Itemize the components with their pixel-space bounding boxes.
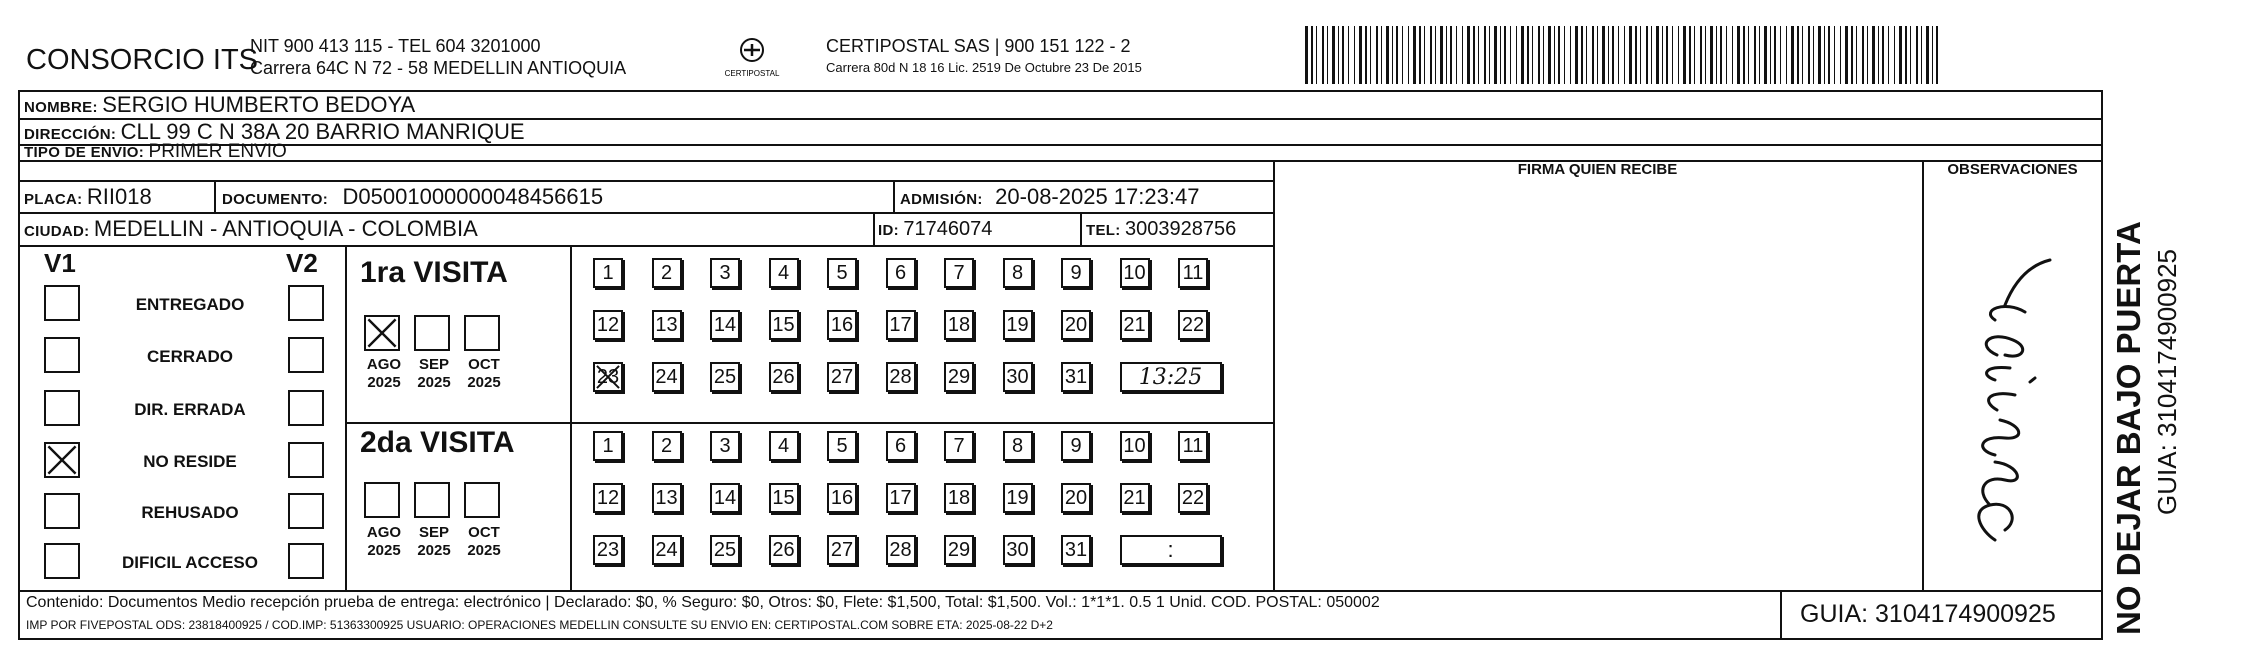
visit2-month-label: [460, 524, 508, 560]
day-number: 8: [1011, 261, 1024, 284]
month-name: OCT: [468, 356, 500, 373]
day-number: 12: [596, 313, 620, 336]
day-number: 11: [1182, 261, 1204, 284]
v1-checkbox-2[interactable]: [44, 337, 80, 373]
visit2-day-3[interactable]: [710, 431, 740, 461]
tel-value: 3003928756: [1124, 218, 1237, 240]
admision-field: [900, 184, 1199, 210]
status-label: ENTREGADO: [135, 295, 245, 314]
day-number: 21: [1123, 486, 1146, 509]
visit2-day-21[interactable]: [1120, 483, 1150, 513]
visit1-day-3[interactable]: [710, 258, 740, 288]
month-name: AGO: [366, 356, 402, 373]
visit1-day-17[interactable]: [886, 310, 916, 340]
visit1-day-11[interactable]: [1178, 258, 1208, 288]
v2-checkbox-6[interactable]: [288, 543, 324, 579]
visit2-month-label: [360, 524, 408, 560]
day-number: 29: [947, 538, 971, 561]
day-number: 10: [1123, 261, 1146, 284]
firma-header: FIRMA QUIEN RECIBE: [1517, 161, 1678, 178]
v1-checkbox-5[interactable]: [44, 493, 80, 529]
v2-checkbox-2[interactable]: [288, 337, 324, 373]
company-address: Carrera 64C N 72 - 58 MEDELLIN ANTIOQUIA: [250, 58, 627, 78]
footer-guia: GUIA: 3104174900925: [1800, 600, 2056, 628]
barcode: [1305, 26, 1945, 84]
month-year: 2025: [367, 374, 401, 391]
day-number: 27: [830, 538, 854, 561]
admision-value: 20-08-2025 17:23:47: [995, 184, 1200, 209]
company-nit: NIT 900 413 115 - TEL 604 3201000: [250, 36, 541, 56]
day-number: 7: [953, 261, 965, 284]
visit1-day-2[interactable]: [652, 258, 682, 288]
day-number: 18: [947, 313, 971, 336]
visit1-day-18[interactable]: [944, 310, 974, 340]
day-number: 25: [713, 365, 737, 388]
day-number: 5: [836, 261, 848, 284]
v2-checkbox-3[interactable]: [288, 390, 324, 426]
day-number: 17: [889, 486, 912, 509]
visit1-day-22[interactable]: [1178, 310, 1208, 340]
visit1-day-9[interactable]: [1061, 258, 1091, 288]
day-number: 21: [1123, 313, 1146, 336]
visit2-day-30[interactable]: [1003, 535, 1033, 565]
visit2-day-10[interactable]: [1120, 431, 1150, 461]
v1-checkbox-6[interactable]: [44, 543, 80, 579]
certipostal-logo: [722, 36, 782, 86]
visit2-day-12[interactable]: [593, 483, 623, 513]
day-number: 15: [772, 313, 795, 336]
visit2-day-9[interactable]: [1061, 431, 1091, 461]
visit2-day-28[interactable]: [886, 535, 916, 565]
day-number: 28: [889, 365, 912, 388]
visit2-day-19[interactable]: [1003, 483, 1033, 513]
month-year: 2025: [467, 374, 501, 391]
certipostal-address: Carrera 80d N 18 16 Lic. 2519 De Octubre 23 De 2015: [826, 60, 1142, 75]
visit1-day-8[interactable]: [1003, 258, 1033, 288]
day-number: 1: [602, 434, 614, 457]
signature: [1935, 250, 2095, 570]
visit1-month-checkbox-oct[interactable]: [464, 315, 500, 351]
day-number: 20: [1064, 313, 1088, 336]
month-year: 2025: [417, 542, 451, 559]
v2-checkbox-5[interactable]: [288, 493, 324, 529]
day-number: 22: [1181, 486, 1205, 509]
visit2-title: 2da VISITA: [360, 426, 515, 459]
side-guia-text: GUIA: 3104174900925: [2152, 249, 2182, 515]
month-name: SEP: [418, 356, 449, 373]
documento-label: DOCUMENTO:: [222, 191, 329, 208]
day-number: 7: [953, 434, 965, 457]
tipo-row: [24, 141, 287, 162]
certipostal-name: CERTIPOSTAL SAS | 900 151 122 - 2: [826, 36, 1131, 56]
month-name: OCT: [468, 524, 500, 541]
documento-field: [222, 184, 603, 210]
day-number: 2: [660, 261, 673, 284]
day-number: 5: [836, 434, 848, 457]
day-number: 31: [1064, 538, 1088, 561]
footer-contenido: Contenido: Documentos Medio recepción prueba de entrega: electrónico | Declarado: $0, % Seguro: $0, Otros: $0, Flete: $1,500, Total: $1,500. Vol.: 1*1*1. 0.5 1 Unid. COD. POSTAL: 050002: [26, 594, 1380, 611]
day-number: 29: [947, 365, 971, 388]
id-value: 71746074: [903, 218, 993, 240]
nombre-value: SERGIO HUMBERTO BEDOYA: [102, 92, 416, 117]
visit1-day-27[interactable]: [827, 362, 857, 392]
visit2-day-25[interactable]: [710, 535, 740, 565]
logo-text: CERTIPOSTAL: [724, 69, 780, 78]
visit1-time-box[interactable]: [1120, 362, 1222, 392]
visit1-day-24[interactable]: [652, 362, 682, 392]
observaciones-header: OBSERVACIONES: [1947, 161, 2078, 178]
visit2-day-24[interactable]: [652, 535, 682, 565]
day-number: 4: [777, 261, 790, 284]
nombre-label: NOMBRE:: [24, 99, 98, 116]
direccion-label: DIRECCIÓN:: [24, 126, 117, 143]
month-name: AGO: [366, 524, 402, 541]
month-name: SEP: [418, 524, 449, 541]
status-label: DIR. ERRADA: [134, 400, 246, 419]
visit1-month-label: [360, 356, 408, 392]
visit2-day-7[interactable]: [944, 431, 974, 461]
day-number: 31: [1064, 365, 1088, 388]
status-label: CERRADO: [147, 347, 233, 366]
visit2-day-14[interactable]: [710, 483, 740, 513]
day-number: 26: [772, 538, 795, 561]
placa-value: RII018: [86, 184, 152, 209]
day-number: 9: [1070, 261, 1082, 284]
day-number: 17: [889, 313, 912, 336]
visit2-day-1[interactable]: [593, 431, 623, 461]
status-label: REHUSADO: [141, 503, 239, 522]
day-number: 14: [713, 486, 737, 509]
day-number: 4: [777, 434, 790, 457]
status-label: NO RESIDE: [143, 452, 237, 471]
day-number: 9: [1070, 434, 1082, 457]
v1-checkbox-4[interactable]: [44, 442, 80, 478]
documento-value: D05001000000048456615: [342, 184, 604, 209]
visit1-day-31[interactable]: [1061, 362, 1091, 392]
day-number: 19: [1006, 486, 1029, 509]
visit2-day-6[interactable]: [886, 431, 916, 461]
day-number: 30: [1006, 538, 1029, 561]
visit1-day-13[interactable]: [652, 310, 682, 340]
tipo-label: TIPO DE ENVIO:: [24, 144, 145, 161]
day-number: 12: [596, 486, 620, 509]
visit2-day-11[interactable]: [1178, 431, 1208, 461]
day-number: 25: [713, 538, 737, 561]
visit2-day-15[interactable]: [769, 483, 799, 513]
time-value: 13:25: [1138, 364, 1203, 390]
month-year: 2025: [467, 542, 501, 559]
tel-label: TEL:: [1086, 222, 1121, 239]
visit2-month-label: [410, 524, 458, 560]
visit1-day-26[interactable]: [769, 362, 799, 392]
day-number: 22: [1181, 313, 1205, 336]
visit1-day-29[interactable]: [944, 362, 974, 392]
visit1-day-7[interactable]: [944, 258, 974, 288]
month-year: 2025: [367, 542, 401, 559]
day-number: 23: [596, 538, 620, 561]
visit1-day-20[interactable]: [1061, 310, 1091, 340]
day-number: 19: [1006, 313, 1029, 336]
visit1-month-checkbox-ago[interactable]: [364, 315, 400, 351]
day-number: 3: [719, 261, 731, 284]
visit2-day-2[interactable]: [652, 431, 682, 461]
id-label: ID:: [878, 222, 899, 239]
ciudad-label: CIUDAD:: [24, 223, 90, 240]
visit1-day-25[interactable]: [710, 362, 740, 392]
placa-field: [24, 184, 152, 210]
visit1-day-12[interactable]: [593, 310, 623, 340]
day-number: 8: [1011, 434, 1024, 457]
visit1-day-4[interactable]: [769, 258, 799, 288]
day-number: 3: [719, 434, 731, 457]
visit1-day-28[interactable]: [886, 362, 916, 392]
day-number: 15: [772, 486, 795, 509]
v1-checkbox-1[interactable]: [44, 285, 80, 321]
side-notice: [2100, 90, 2210, 640]
visit1-day-5[interactable]: [827, 258, 857, 288]
day-number: 6: [894, 434, 907, 457]
day-number: 24: [655, 538, 678, 561]
day-number: 16: [830, 486, 854, 509]
visit2-day-13[interactable]: [652, 483, 682, 513]
tel-field: [1086, 218, 1236, 241]
visit2-day-4[interactable]: [769, 431, 799, 461]
id-field: [878, 218, 992, 241]
v2-header: V2: [286, 248, 318, 278]
visit2-day-27[interactable]: [827, 535, 857, 565]
ciudad-field: [24, 216, 478, 242]
visit2-day-5[interactable]: [827, 431, 857, 461]
day-number: 27: [830, 365, 854, 388]
day-number: 18: [947, 486, 971, 509]
ciudad-value: MEDELLIN - ANTIOQUIA - COLOMBIA: [93, 216, 478, 241]
time-value: :: [1167, 537, 1174, 562]
status-label: DIFICIL ACCESO: [121, 553, 258, 572]
visit2-day-8[interactable]: [1003, 431, 1033, 461]
visit2-day-20[interactable]: [1061, 483, 1091, 513]
v2-checkbox-1[interactable]: [288, 285, 324, 321]
day-number: 23: [596, 365, 620, 388]
visit1-day-10[interactable]: [1120, 258, 1150, 288]
day-number: 26: [772, 365, 795, 388]
day-number: 28: [889, 538, 912, 561]
nombre-row: [24, 92, 415, 118]
visit1-month-checkbox-sep[interactable]: [414, 315, 450, 351]
day-number: 6: [894, 261, 907, 284]
visit2-day-26[interactable]: [769, 535, 799, 565]
visit1-day-14[interactable]: [710, 310, 740, 340]
day-number: 30: [1006, 365, 1029, 388]
visit2-month-checkbox-sep[interactable]: [414, 482, 450, 518]
v1-checkbox-3[interactable]: [44, 390, 80, 426]
placa-label: PLACA:: [24, 191, 83, 208]
tipo-value: PRIMER ENVIO: [148, 141, 287, 162]
visit1-day-6[interactable]: [886, 258, 916, 288]
visit1-day-16[interactable]: [827, 310, 857, 340]
visit2-day-22[interactable]: [1178, 483, 1208, 513]
visit2-month-checkbox-oct[interactable]: [464, 482, 500, 518]
v1-header: V1: [44, 248, 76, 278]
visit2-day-16[interactable]: [827, 483, 857, 513]
visit1-day-19[interactable]: [1003, 310, 1033, 340]
visit1-title: 1ra VISITA: [360, 256, 508, 289]
day-number: 2: [660, 434, 673, 457]
footer-imp: IMP POR FIVEPOSTAL ODS: 23818400925 / COD.IMP: 51363300925 USUARIO: OPERACIONES MEDELLIN CONSULTE SU ENVIO EN: CERTIPOSTAL.COM SOBRE ETA: 2025-08-22 D+2: [26, 618, 1053, 632]
no-dejar-text: NO DEJAR BAJO PUERTA: [2110, 221, 2147, 635]
visit1-day-30[interactable]: [1003, 362, 1033, 392]
month-year: 2025: [417, 374, 451, 391]
visit1-day-21[interactable]: [1120, 310, 1150, 340]
visit1-day-15[interactable]: [769, 310, 799, 340]
day-number: 20: [1064, 486, 1088, 509]
visit2-day-31[interactable]: [1061, 535, 1091, 565]
direccion-value: CLL 99 C N 38A 20 BARRIO MANRIQUE: [120, 119, 525, 144]
visit2-time-box[interactable]: [1120, 535, 1222, 565]
day-number: 1: [602, 261, 614, 284]
visit1-day-23[interactable]: [593, 362, 623, 392]
day-number: 13: [655, 486, 678, 509]
v2-checkbox-4[interactable]: [288, 442, 324, 478]
visit2-day-23[interactable]: [593, 535, 623, 565]
visit2-day-17[interactable]: [886, 483, 916, 513]
visit2-day-29[interactable]: [944, 535, 974, 565]
day-number: 10: [1123, 434, 1146, 457]
visit1-day-1[interactable]: [593, 258, 623, 288]
visit2-month-checkbox-ago[interactable]: [364, 482, 400, 518]
day-number: 11: [1182, 434, 1204, 457]
visit1-month-label: [410, 356, 458, 392]
company-name: CONSORCIO ITS: [26, 44, 259, 76]
day-number: 13: [655, 313, 678, 336]
day-number: 14: [713, 313, 737, 336]
admision-label: ADMISIÓN:: [900, 191, 983, 208]
day-number: 24: [655, 365, 678, 388]
visit1-month-label: [460, 356, 508, 392]
day-number: 16: [830, 313, 854, 336]
visit2-day-18[interactable]: [944, 483, 974, 513]
